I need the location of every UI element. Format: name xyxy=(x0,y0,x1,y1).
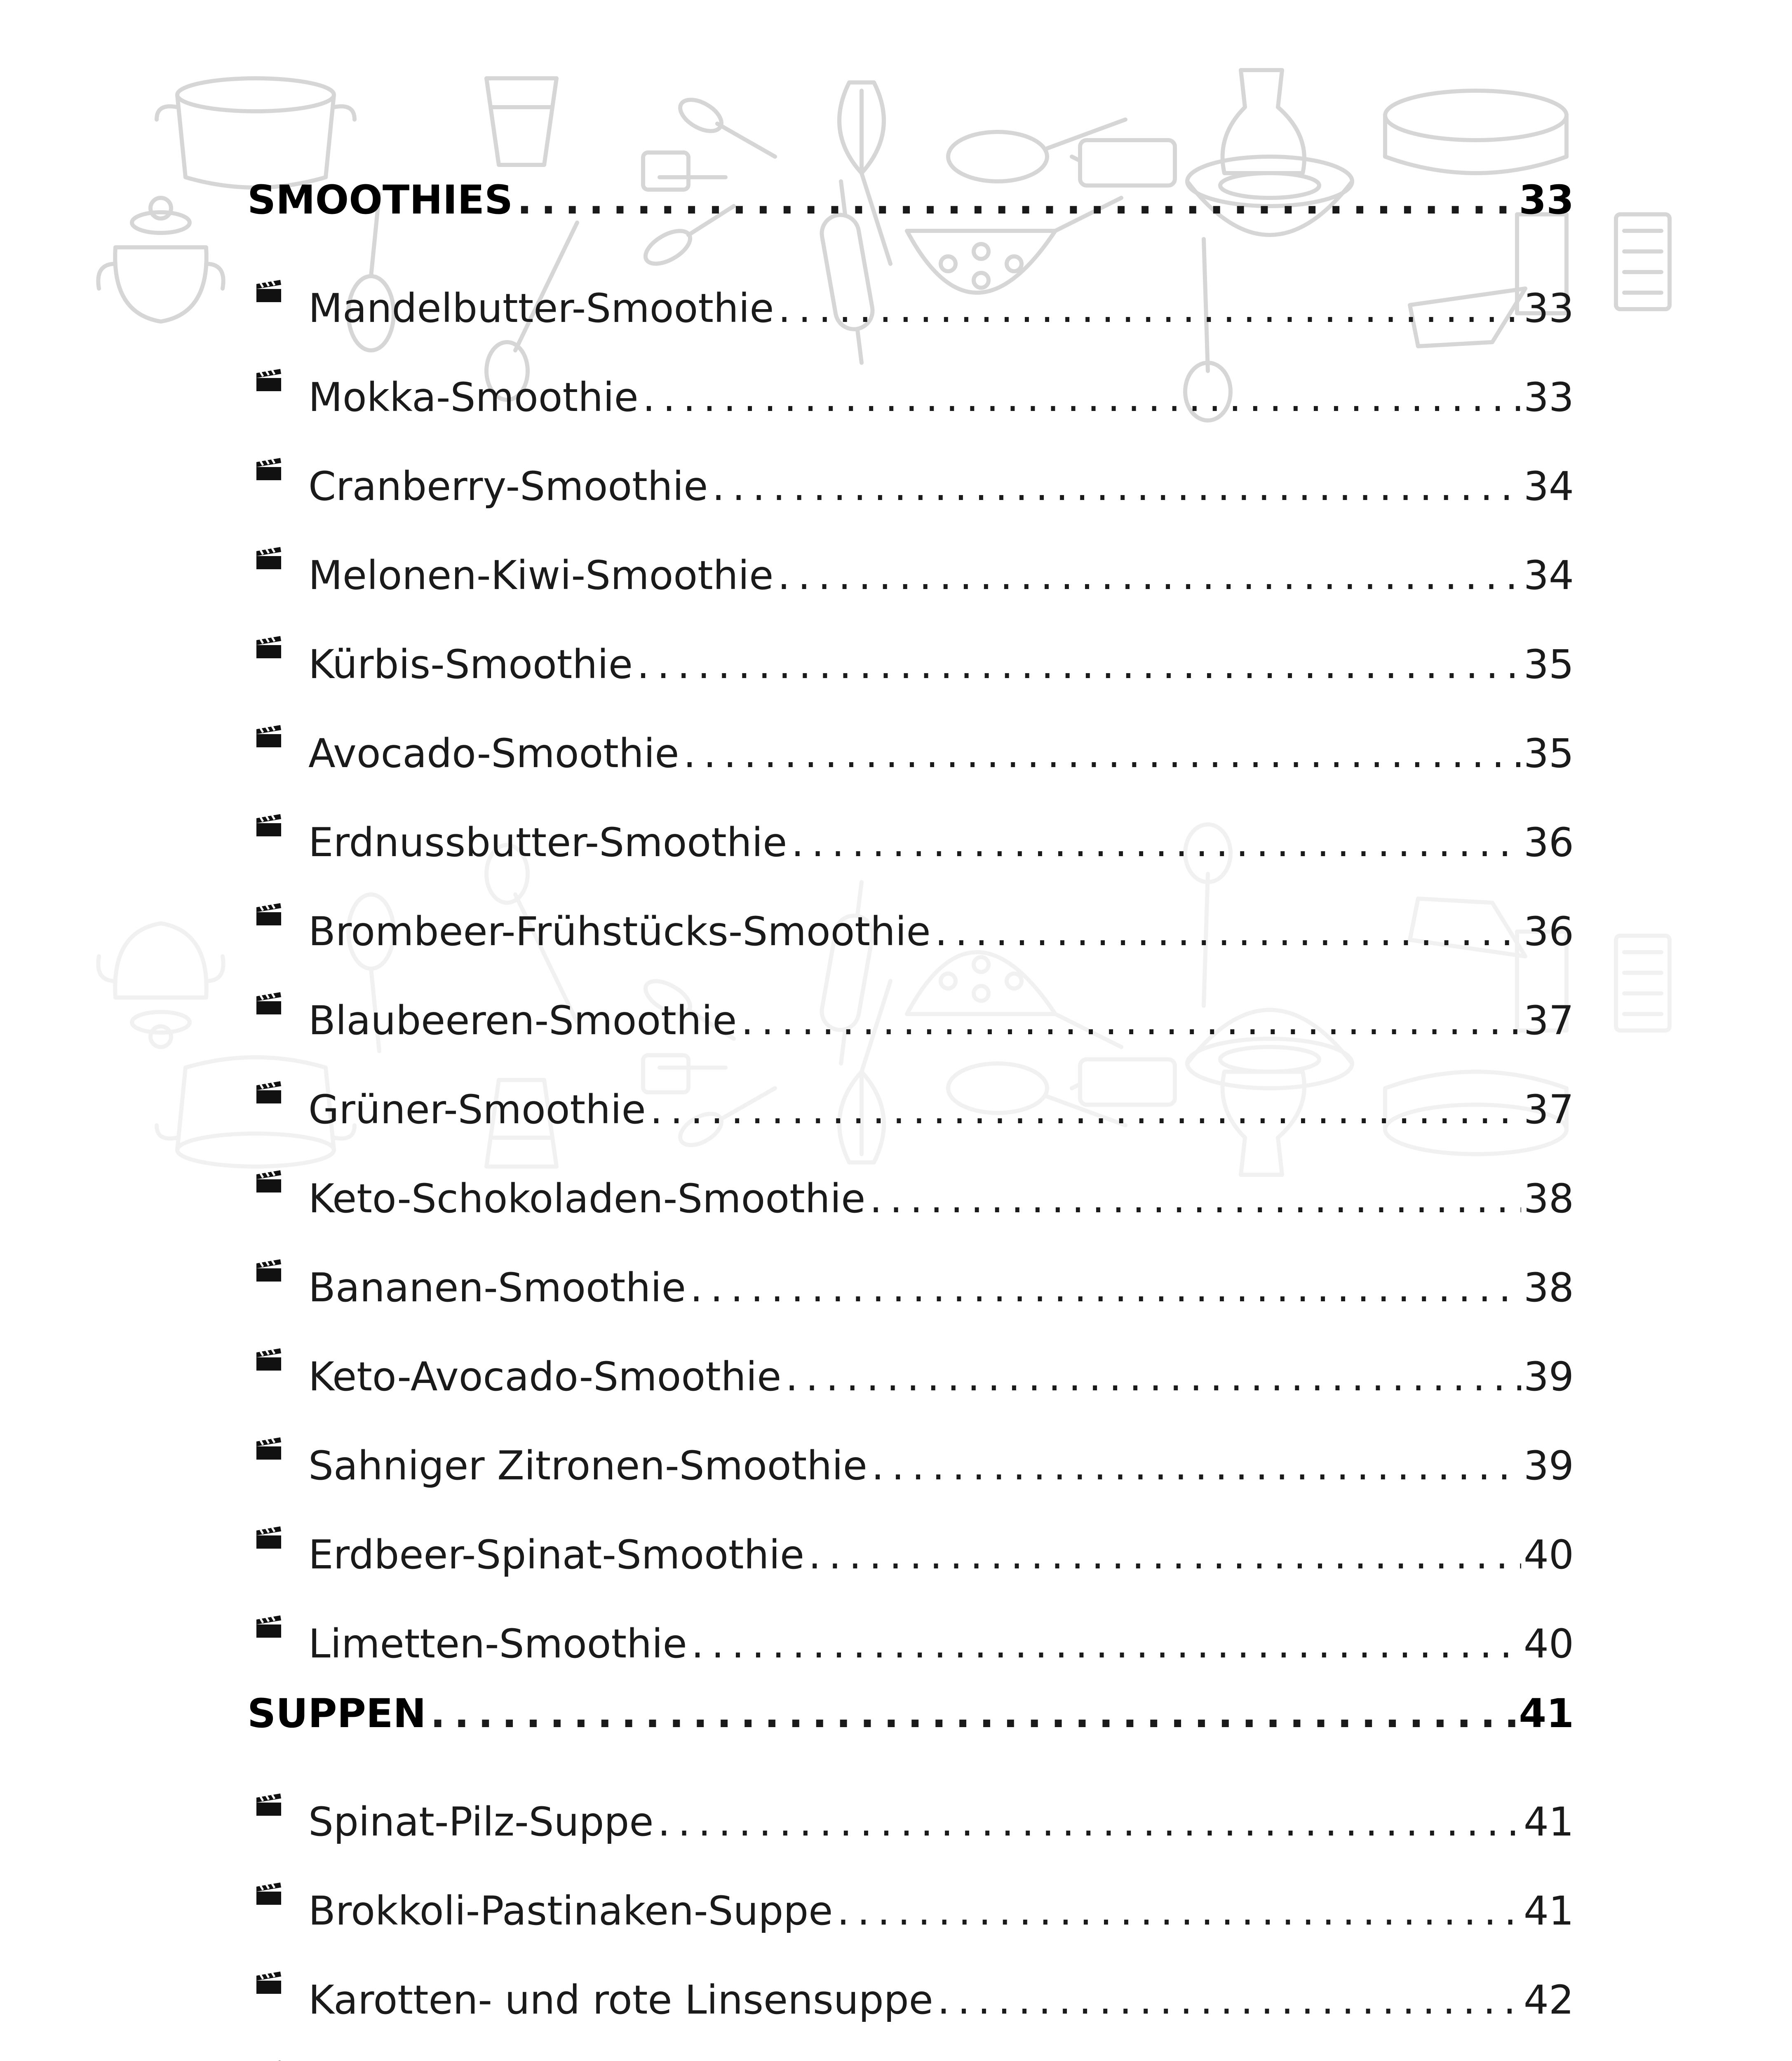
entry-title: Brombeer-Frühstücks-Smoothie xyxy=(308,908,931,955)
dot-leader xyxy=(871,1433,1521,1499)
entry-page-number: 33 xyxy=(1523,285,1574,331)
clapperboard-icon xyxy=(247,1502,308,1568)
entry-title: Limetten-Smoothie xyxy=(308,1621,687,1667)
entry-page-number: 38 xyxy=(1523,1265,1574,1311)
entry-title: Keto-Schokoladen-Smoothie xyxy=(308,1176,866,1222)
clapperboard-icon xyxy=(247,1057,308,1123)
clapperboard-icon xyxy=(247,879,308,945)
toc-entry[interactable] xyxy=(247,1948,1574,2023)
entry-title: Blaubeeren-Smoothie xyxy=(308,998,737,1044)
entry-title: Melonen-Kiwi-Smoothie xyxy=(308,552,774,599)
toc-entry[interactable] xyxy=(247,2037,1574,2061)
clapperboard-icon xyxy=(247,1859,308,1925)
clapperboard-icon xyxy=(247,1413,308,1479)
dot-leader xyxy=(643,364,1521,430)
clapperboard-icon xyxy=(247,345,308,411)
entry-title: Cranberry-Smoothie xyxy=(308,463,708,509)
section-page-number: 33 xyxy=(1519,177,1574,223)
dot-leader xyxy=(691,1611,1521,1677)
entry-title: Mokka-Smoothie xyxy=(308,374,639,420)
dot-leader xyxy=(937,1967,1521,2033)
dot-leader xyxy=(658,1789,1521,1855)
entry-page-number: 33 xyxy=(1523,374,1574,420)
toc-entry[interactable] xyxy=(247,434,1574,509)
clapperboard-icon xyxy=(247,1146,308,1212)
toc-entry[interactable] xyxy=(247,701,1574,777)
entry-title: Mandelbutter-Smoothie xyxy=(308,285,774,331)
toc-entry[interactable] xyxy=(247,1859,1574,1934)
entry-page-number: 42 xyxy=(1523,1977,1574,2023)
toc-entry[interactable] xyxy=(247,1057,1574,1133)
toc-entry[interactable] xyxy=(247,1324,1574,1400)
toc-entry[interactable] xyxy=(247,1502,1574,1578)
toc-entry[interactable] xyxy=(247,612,1574,688)
entry-title: Keto-Avocado-Smoothie xyxy=(308,1354,782,1400)
clapperboard-icon xyxy=(247,1948,308,2014)
toc-entry[interactable] xyxy=(247,345,1574,420)
dot-leader xyxy=(883,2056,1521,2061)
entry-title: Bananen-Smoothie xyxy=(308,1265,686,1311)
entry-page-number: 40 xyxy=(1523,1532,1574,1578)
entry-page-number: 41 xyxy=(1523,1799,1574,1845)
dot-leader xyxy=(517,167,1516,233)
dot-leader xyxy=(712,453,1521,519)
toc-entry[interactable] xyxy=(247,1146,1574,1222)
dot-leader xyxy=(650,1077,1521,1143)
dot-leader xyxy=(808,1522,1521,1588)
clapperboard-icon xyxy=(247,790,308,856)
toc-entry[interactable] xyxy=(247,968,1574,1044)
clapperboard-icon xyxy=(247,2037,308,2061)
entry-page-number xyxy=(1521,2056,1574,2061)
dot-leader xyxy=(430,1681,1517,1746)
entry-title: Avocado-Smoothie xyxy=(308,730,679,777)
toc-section-heading[interactable] xyxy=(247,1681,1574,1746)
section-page-number: 41 xyxy=(1519,1690,1574,1737)
clapperboard-icon xyxy=(247,1235,308,1301)
clapperboard-icon xyxy=(247,1770,308,1836)
toc-entry[interactable] xyxy=(247,1770,1574,1845)
entry-page-number: 41 xyxy=(1523,1888,1574,1934)
entry-page-number: 39 xyxy=(1523,1354,1574,1400)
dot-leader xyxy=(683,721,1521,786)
clapperboard-icon xyxy=(247,523,308,589)
entry-page-number: 35 xyxy=(1523,730,1574,777)
toc-section-heading[interactable] xyxy=(247,167,1574,233)
entry-title xyxy=(308,2056,883,2061)
clapperboard-icon xyxy=(247,968,308,1034)
entry-page-number: 34 xyxy=(1523,552,1574,599)
entry-title: Karotten- und rote Linsensuppe xyxy=(308,1977,933,2023)
entry-title: Grüner-Smoothie xyxy=(308,1087,646,1133)
dot-leader xyxy=(778,275,1521,341)
toc-entry[interactable] xyxy=(247,879,1574,955)
entry-page-number: 36 xyxy=(1523,819,1574,866)
toc-entry[interactable] xyxy=(247,790,1574,866)
clapperboard-icon xyxy=(247,1592,308,1657)
entry-page-number: 35 xyxy=(1523,641,1574,688)
dot-leader xyxy=(777,542,1521,608)
entry-page-number: 34 xyxy=(1523,463,1574,509)
entry-title: Brokkoli-Pastinaken-Suppe xyxy=(308,1888,833,1934)
clapperboard-icon xyxy=(247,612,308,678)
clapperboard-icon xyxy=(247,701,308,767)
dot-leader xyxy=(791,810,1521,876)
entry-page-number: 36 xyxy=(1523,908,1574,955)
toc-entry[interactable] xyxy=(247,256,1574,331)
entry-page-number: 37 xyxy=(1523,1087,1574,1133)
entry-page-number: 40 xyxy=(1523,1621,1574,1667)
clapperboard-icon xyxy=(247,434,308,500)
entry-title: Kürbis-Smoothie xyxy=(308,641,633,688)
entry-title: Sahniger Zitronen-Smoothie xyxy=(308,1443,867,1489)
entry-page-number: 38 xyxy=(1523,1176,1574,1222)
dot-leader xyxy=(637,631,1521,697)
toc-entry[interactable] xyxy=(247,1413,1574,1489)
dot-leader xyxy=(869,1166,1521,1232)
entry-page-number: 39 xyxy=(1523,1443,1574,1489)
toc-entry[interactable] xyxy=(247,1592,1574,1667)
entry-title: Spinat-Pilz-Suppe xyxy=(308,1799,654,1845)
clapperboard-icon xyxy=(247,1324,308,1390)
dot-leader xyxy=(741,988,1521,1054)
toc-entry[interactable] xyxy=(247,523,1574,599)
dot-leader xyxy=(935,899,1521,965)
dot-leader xyxy=(690,1255,1521,1321)
dot-leader xyxy=(837,1878,1521,1944)
section-title: SMOOTHIES xyxy=(247,177,513,223)
clapperboard-icon xyxy=(247,256,308,322)
dot-leader xyxy=(785,1344,1521,1410)
section-title: SUPPEN xyxy=(247,1690,426,1737)
entry-title: Erdnussbutter-Smoothie xyxy=(308,819,787,866)
toc-entry[interactable] xyxy=(247,1235,1574,1311)
entry-title: Erdbeer-Spinat-Smoothie xyxy=(308,1532,805,1578)
entry-page-number: 37 xyxy=(1523,998,1574,1044)
